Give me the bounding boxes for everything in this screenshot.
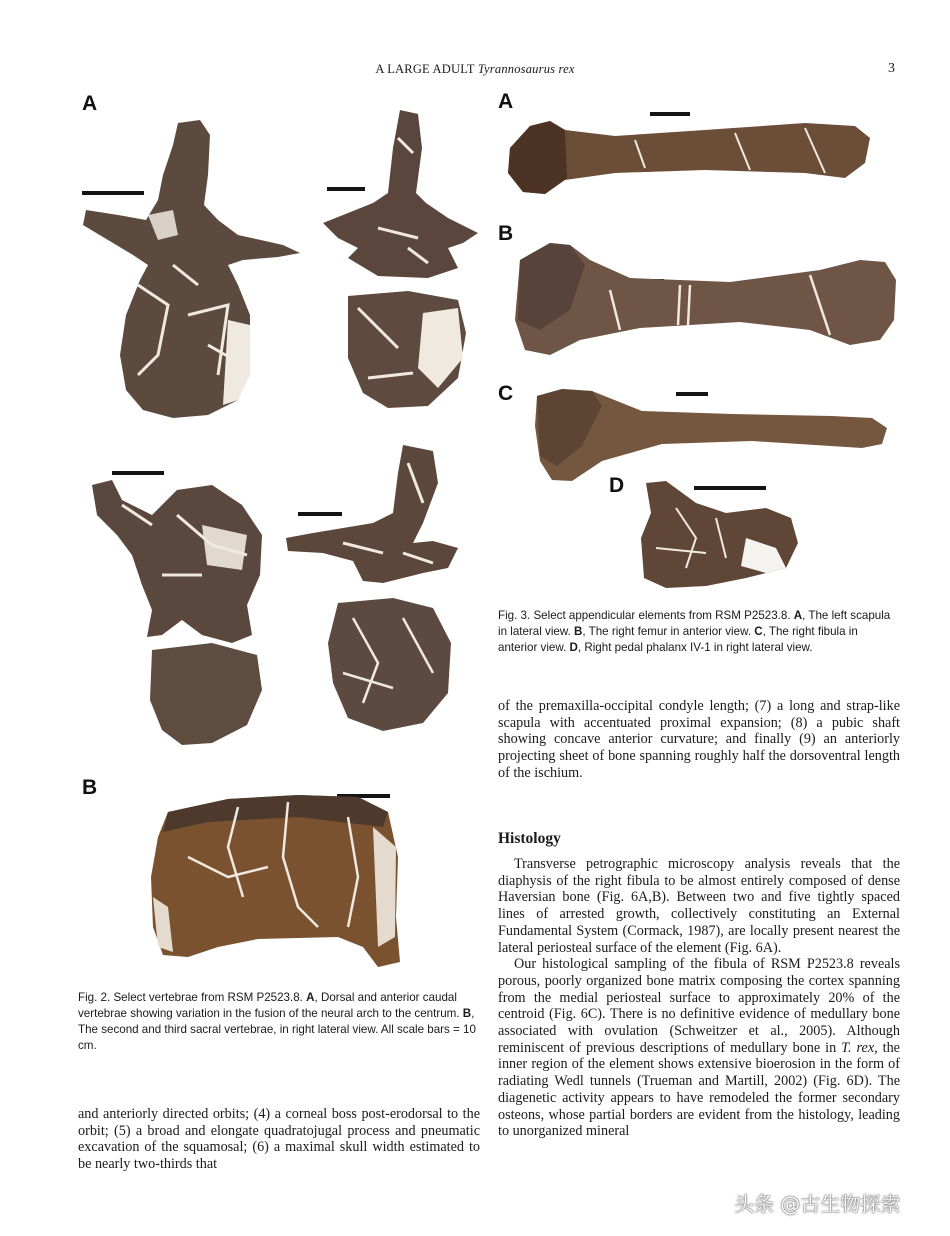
fig2-caption-a-label: A	[306, 991, 315, 1004]
fig3-caption-c-label: C	[754, 625, 763, 638]
running-head	[0, 62, 950, 77]
right-column-text-histology	[498, 856, 900, 1140]
watermark: 头条 @古生物探索	[734, 1192, 901, 1216]
fig2-caption-b-text: , The second and third sacral vertebrae, in right lateral view. All scale bars = 10 cm.	[78, 1007, 476, 1052]
fig3-caption-d-text: , Right pedal phalanx IV-1 in right lateral view.	[577, 641, 813, 654]
fig3-panel-label-a: A	[498, 90, 514, 113]
left-column-text	[78, 1106, 480, 1173]
right-column-paragraph-3	[498, 956, 900, 1140]
right-column-text-top	[498, 698, 900, 782]
fig2-panel-label-b: B	[82, 776, 98, 799]
fig2-caption-a-text: , Dorsal and anterior caudal vertebrae showing variation in the fusion of the neural arch to the centrum.	[78, 991, 463, 1020]
fig2-panel-label-a: A	[82, 92, 98, 115]
scapula-image	[505, 118, 873, 196]
pedal-phalanx-image	[636, 478, 800, 590]
fig3-caption-a-label: A	[793, 609, 803, 622]
right-column-paragraph-2: Transverse petrographic microscopy analysis reveals that the diaphysis of the right fibula to be almost entirely composed of dense Haversian bone (Fig. 6A,B). Between two and five tightly spaced lines of arrested growth, collectively constituting an External Fundamental System (Cormack, 1987), are locally present nearest the lateral periosteal surface of the element (Fig. 6A).	[498, 856, 900, 956]
fig3-panel-label-d: D	[609, 474, 625, 497]
vertebra-dorsal-1-image	[78, 115, 303, 420]
vertebra-caudal-1-image	[82, 475, 267, 747]
fig3-caption-b-text: , The right femur in anterior view.	[582, 625, 755, 638]
left-column-paragraph: and anteriorly directed orbits; (4) a corneal boss post-erodorsal to the orbit; (5) a broad and elongate quadratojugal process and pneumatic excavation of the squamosal; (6) a maximal skull width estimated to be nearly two-thirds that	[78, 1106, 480, 1173]
fibula-image	[532, 386, 888, 484]
fig2-caption	[78, 990, 480, 1054]
running-head-title: A LARGE ADULT	[375, 62, 478, 76]
fig3-caption-lead: Fig. 3. Select appendicular elements from RSM P2523.8.	[498, 609, 794, 622]
femur-image	[510, 240, 898, 358]
page-number: 3	[888, 61, 895, 76]
section-heading-histology: Histology	[498, 830, 561, 847]
fig3-caption-b-label: B	[574, 625, 583, 638]
fig3-caption-a-text: , The left scapula in lateral view.	[498, 609, 891, 638]
paragraph-3-part-a: Our histological sampling of the fibula of RSM P2523.8 reveals porous, poorly organized bone matrix composing the cortex spanning from the medial periosteal surface to approximately 20% of the centroid (Fig. 6C). There is no definitive evidence of medullary bone associated with ovulation (Schweitzer et al., 2005). Although reminiscent of previous descriptions of medullary bone in	[498, 956, 900, 1056]
right-column-paragraph-1: of the premaxilla-occipital condyle length; (7) a long and strap-like scapula with accentuated proximal expansion; (8) a pubic shaft showing concave anterior curvature; and finally (9) an anteriorly projecting sheet of bone spanning roughly half the dorsoventral length of the ischium.	[498, 698, 900, 781]
fig3-caption-d-label: D	[569, 641, 578, 654]
vertebra-caudal-2-image	[283, 443, 461, 735]
vertebra-dorsal-2-image	[318, 108, 483, 413]
fig2-caption-lead: Fig. 2. Select vertebrae from RSM P2523.8.	[78, 991, 307, 1004]
fig3-panel-label-c: C	[498, 382, 514, 405]
fig2-caption-b-label: B	[462, 1007, 472, 1020]
fig3-caption-c-text: , The right fibula in anterior view.	[498, 625, 858, 654]
fig3-scale-bar-a	[650, 112, 690, 116]
paragraph-3-part-b: , the inner region of the element shows extensive bioerosion in the form of radiating Wedl tunnels (Trueman and Martill, 2002) (Fig. 6D). The diagenetic activity appears to have remodeled the former secondary osteons, whose partial borders are evident from the histology, leading to unorganized mineral	[498, 1039, 900, 1140]
running-head-taxon: Tyrannosaurus rex	[477, 62, 575, 76]
fig3-caption	[498, 608, 900, 656]
paragraph-3-taxon: T. rex	[841, 1039, 875, 1056]
fig3-panel-label-b: B	[498, 222, 514, 245]
sacral-vertebrae-image	[148, 787, 400, 975]
